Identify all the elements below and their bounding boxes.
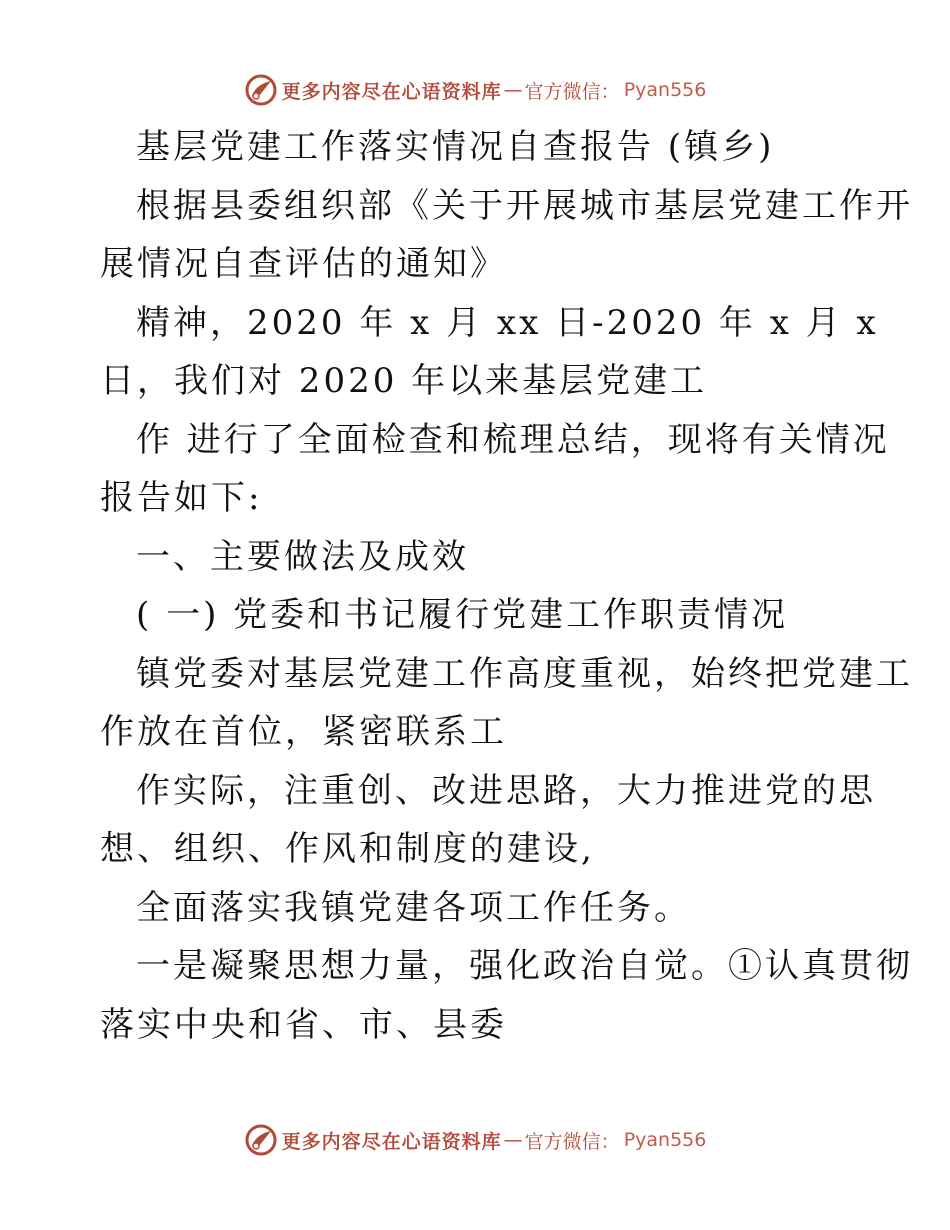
watermark-dash: — (503, 79, 523, 101)
brush-logo-icon (244, 73, 278, 107)
text-line: 一是凝聚思想力量，强化政治自觉。①认真贯彻 (136, 946, 913, 986)
watermark-text: 更多内容尽在心语资料库 (281, 1130, 502, 1153)
text-line: 展情况自查评估的通知》 (100, 244, 507, 284)
text-line: 镇党委对基层党建工作高度重视，始终把党建工 (136, 653, 913, 694)
text-line: 落实中央和省、市、县委 (100, 1004, 507, 1045)
text-line: 日，我们对 2020 年以来基层党建工 (100, 361, 708, 401)
document-title: 基层党建工作落实情况自查报告 (镇乡) (136, 127, 775, 167)
section-heading: 一、主要做法及成效 (136, 536, 469, 577)
subsection-heading: ( 一) 党委和书记履行党建工作职责情况 (136, 595, 789, 635)
brush-logo-icon (244, 1123, 278, 1157)
text-line: 报告如下: (100, 478, 263, 518)
text-line: 全面落实我镇党建各项工作任务。 (136, 887, 691, 928)
text-line: 作 进行了全面检查和梳理总结，现将有关情况 (136, 419, 890, 460)
watermark-id: Pyan556 (623, 79, 707, 101)
watermark-footer (0, 1120, 950, 1160)
watermark-header (0, 70, 950, 110)
watermark-dash: — (503, 1129, 523, 1151)
text-line: 精神，2020 年 x 月 xx 日-2020 年 x 月 x (136, 302, 879, 343)
document-body (100, 118, 913, 1054)
watermark-text: 更多内容尽在心语资料库 (281, 80, 502, 103)
text-line: 作放在首位，紧密联系工 (100, 712, 507, 752)
watermark-label: 官方微信： (524, 80, 620, 103)
text-line: 想、组织、作风和制度的建设, (100, 829, 595, 869)
text-line: 根据县委组织部《关于开展城市基层党建工作开 (136, 185, 913, 226)
watermark-id: Pyan556 (623, 1129, 707, 1151)
text-line: 作实际，注重创、改进思路，大力推进党的思 (136, 770, 876, 811)
watermark-label: 官方微信： (524, 1130, 620, 1153)
